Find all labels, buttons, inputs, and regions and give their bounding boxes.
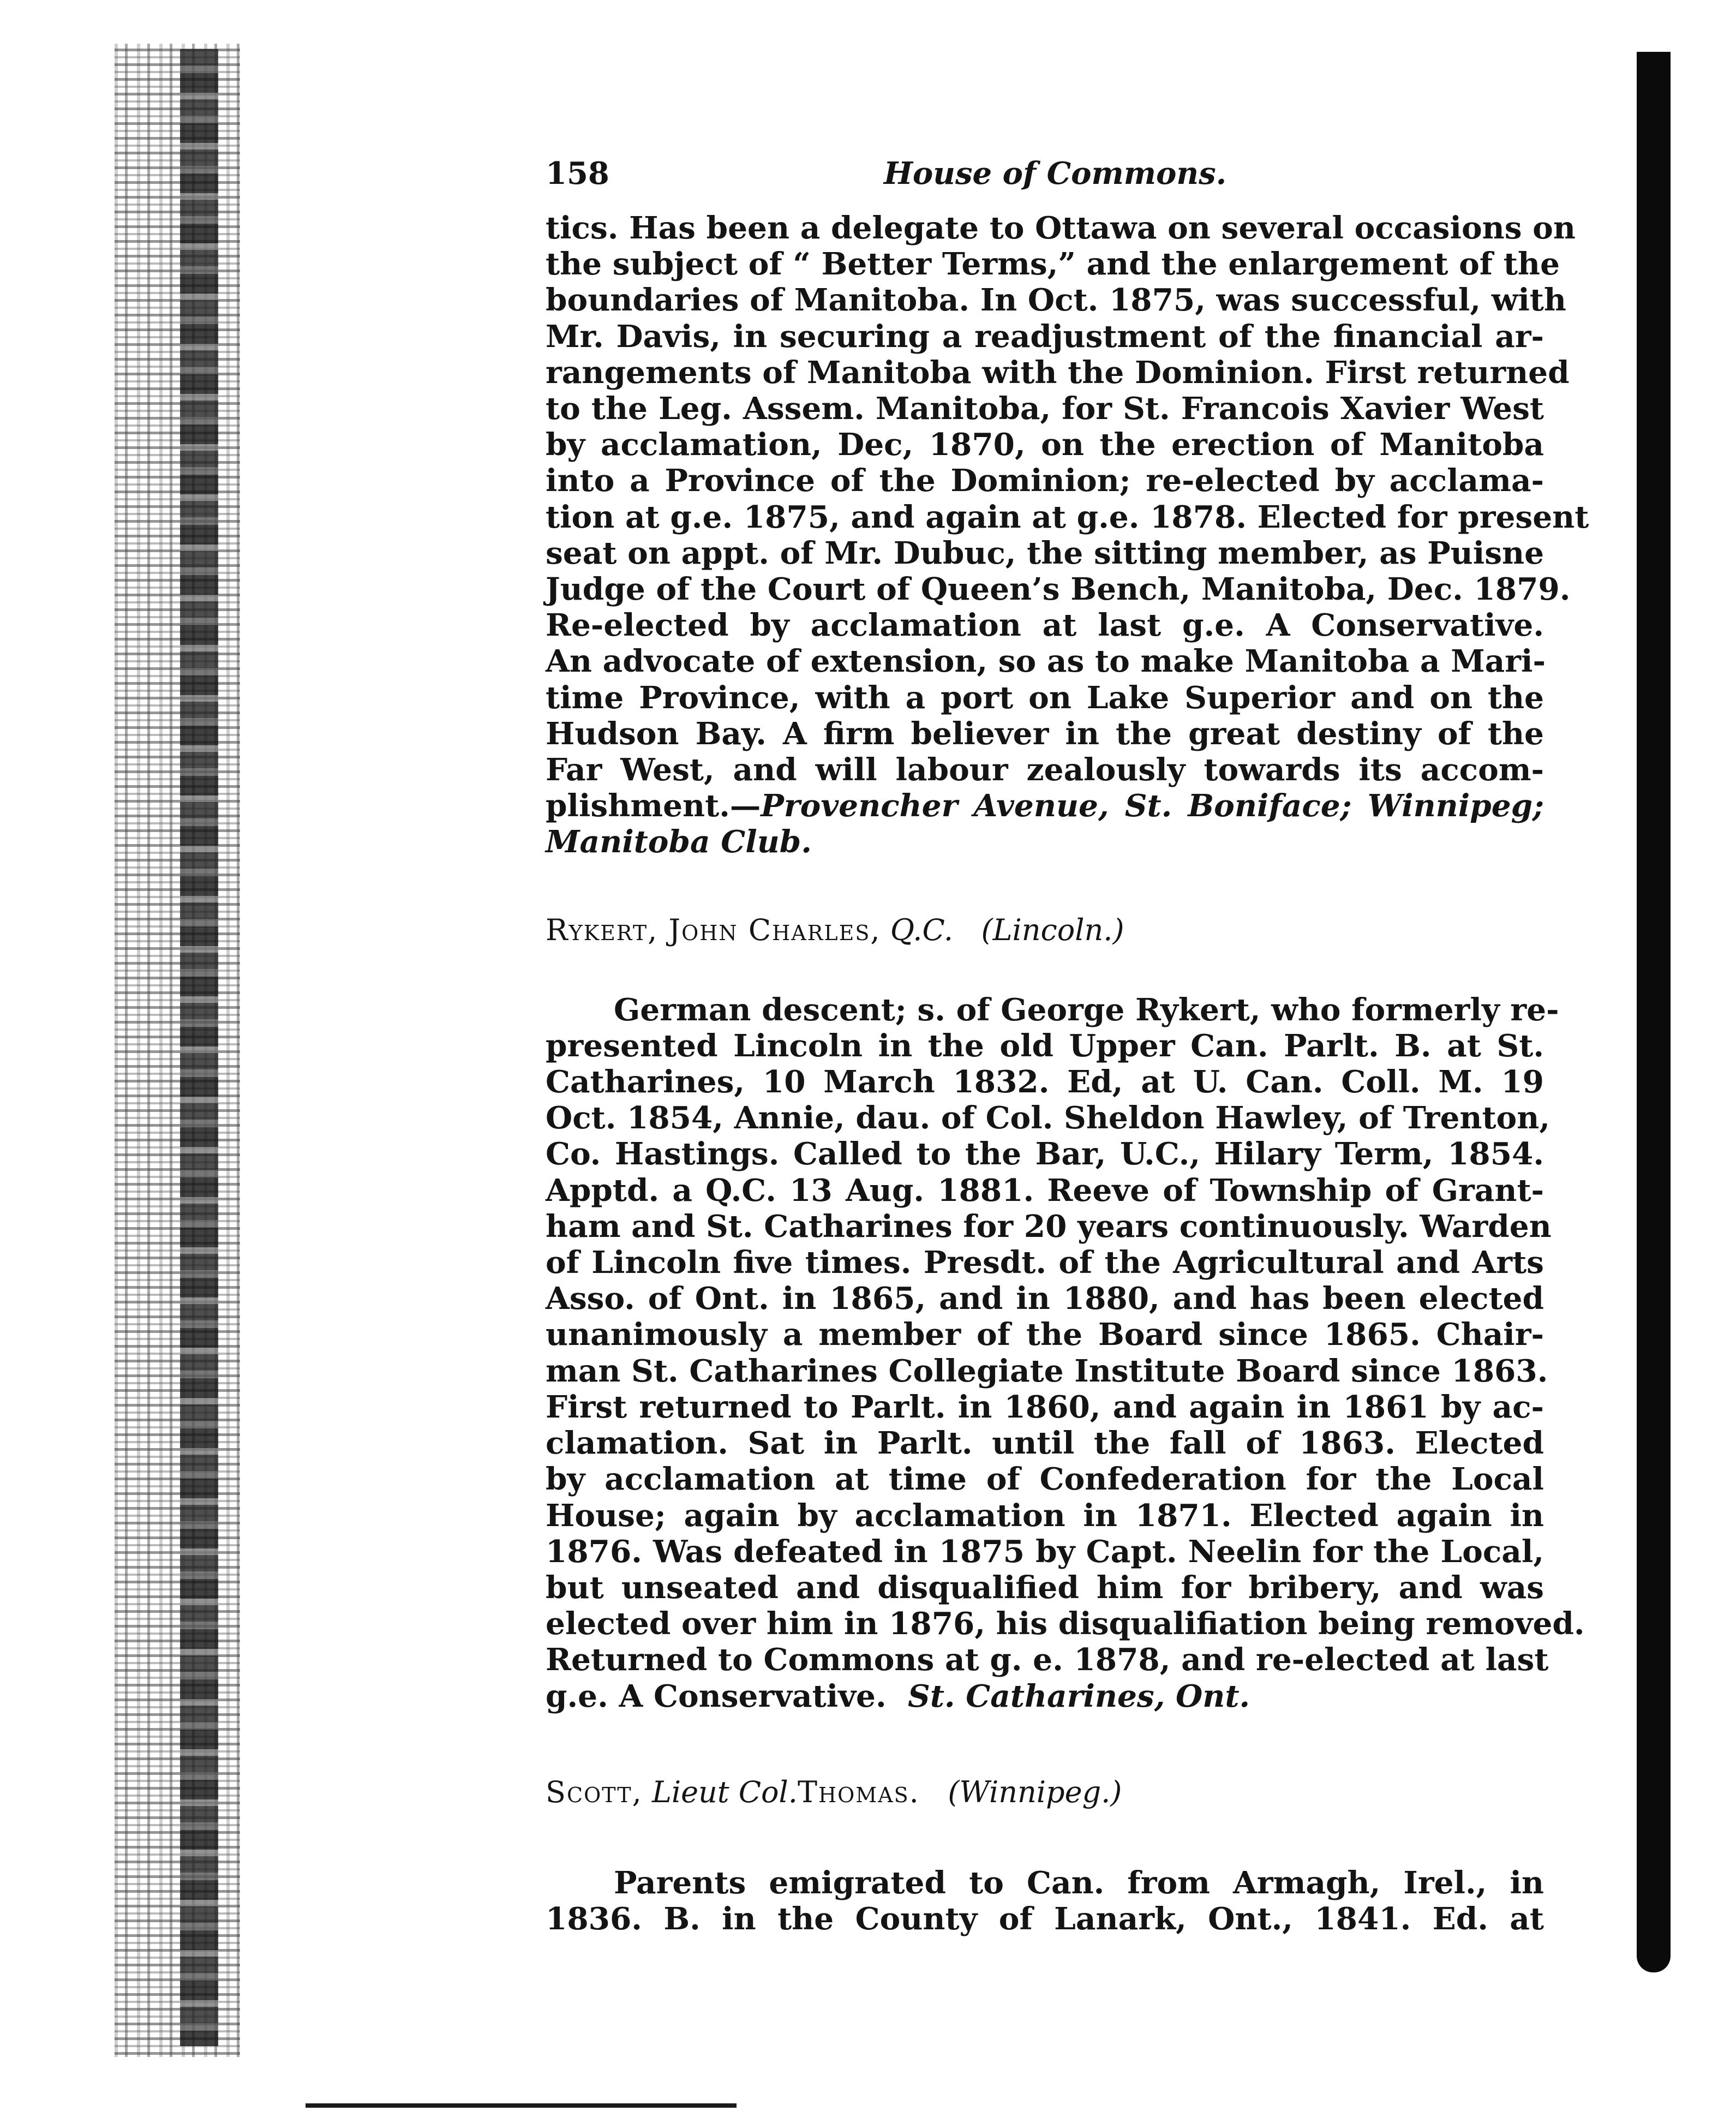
text-line: Oct. 1854, Annie, dau. of Col. Sheldon Hawley, of Trenton, xyxy=(546,1100,1550,1137)
text-line: House; again by acclamation in 1871. Elected again in xyxy=(546,1497,1544,1534)
text-line: Mr. Davis, in securing a readjustment of the financial ar- xyxy=(546,318,1544,355)
text-line: Asso. of Ont. in 1865, and in 1880, and has been elected xyxy=(546,1281,1544,1317)
member-given-name: Thomas. xyxy=(797,1774,920,1809)
text-line: 1836. B. in the County of Lanark, Ont., 1841. Ed. at xyxy=(546,1900,1544,1937)
text-line: seat on appt. of Mr. Dubuc, the sitting member, as Puisne xyxy=(546,535,1545,571)
text-line: Parents emigrated to Can. from Armagh, Irel., in xyxy=(614,1864,1544,1901)
address-italic-line: Manitoba Club. xyxy=(546,824,812,860)
text-line: unanimously a member of the Board since 1865. Chair- xyxy=(546,1317,1544,1353)
constituency: (Lincoln.) xyxy=(981,912,1124,947)
scan-right-margin-bar xyxy=(1637,52,1671,1972)
member-name: Rykert, John Charles, xyxy=(546,912,881,947)
text-line: to the Leg. Assem. Manitoba, for St. Francois Xavier West xyxy=(546,391,1544,427)
text-line: Re-elected by acclamation at last g.e. A Conservative. xyxy=(546,607,1544,644)
address-italic: St. Catharines, Ont. xyxy=(908,1678,1250,1714)
text-line: First returned to Parlt. in 1860, and again in 1861 by ac- xyxy=(546,1389,1544,1425)
text-line: rangements of Manitoba with the Dominion. First returned xyxy=(546,354,1570,391)
text-line: by acclamation at time of Confederation for the Local xyxy=(546,1461,1544,1498)
text-line: man St. Catharines Collegiate Institute Board since 1863. xyxy=(546,1353,1548,1389)
page-text-block xyxy=(546,156,1589,1937)
address-italic: Provencher Avenue, St. Boniface; Winnipeg; xyxy=(761,788,1544,824)
text-line: of Lincoln five times. Presdt. of the Agricultural and Arts xyxy=(546,1245,1544,1281)
text-fragment: g.e. A Conservative. xyxy=(546,1678,887,1714)
member-surname: Scott, xyxy=(546,1774,643,1809)
text-line: Far West, and will labour zealously towards its accom- xyxy=(546,752,1544,788)
entry-heading-rykert xyxy=(546,912,1544,948)
scan-bottom-rule xyxy=(306,2103,737,2108)
text-line: time Province, with a port on Lake Superior and on the xyxy=(546,679,1544,716)
text-line: Judge of the Court of Queen’s Bench, Manitoba, Dec. 1879. xyxy=(546,571,1571,608)
text-line: ham and St. Catharines for 20 years continuously. Warden xyxy=(546,1208,1552,1245)
scan-binding-shadow xyxy=(180,49,218,2046)
entry-heading-scott xyxy=(546,1774,1544,1810)
rykert-paragraph xyxy=(546,991,1585,1714)
text-line: clamation. Sat in Parlt. until the fall of 1863. Elected xyxy=(546,1425,1544,1462)
running-title: House of Commons. xyxy=(884,156,1227,192)
text-line: An advocate of extension, so as to make Manitoba a Mari- xyxy=(546,643,1546,680)
page-number: 158 xyxy=(546,156,609,192)
scott-paragraph xyxy=(546,1865,1544,1937)
text-line: presented Lincoln in the old Upper Can. Parlt. B. at St. xyxy=(546,1027,1544,1064)
member-title: Q.C. xyxy=(890,912,954,947)
text-line xyxy=(546,788,1544,824)
text-line: Co. Hastings. Called to the Bar, U.C., Hilary Term, 1854. xyxy=(546,1136,1544,1173)
text-line: by acclamation, Dec, 1870, on the erection of Manitoba xyxy=(546,427,1544,463)
member-rank: Lieut Col. xyxy=(651,1774,798,1809)
scan-binding-edge xyxy=(115,44,240,2057)
text-line: boundaries of Manitoba. In Oct. 1875, was successful, with xyxy=(546,282,1566,319)
text-line: Catharines, 10 March 1832. Ed, at U. Can. Coll. M. 19 xyxy=(546,1064,1544,1101)
continued-entry-paragraph xyxy=(546,210,1589,860)
text-line: 1876. Was defeated in 1875 by Capt. Neelin for the Local, xyxy=(546,1533,1544,1570)
running-head xyxy=(546,156,1544,210)
text-fragment: plishment.— xyxy=(546,788,761,824)
constituency: (Winnipeg.) xyxy=(948,1774,1122,1809)
text-line: the subject of “ Better Terms,” and the enlargement of the xyxy=(546,246,1560,283)
text-line: tion at g.e. 1875, and again at g.e. 1878. Elected for present xyxy=(546,499,1589,535)
text-line: but unseated and disqualified him for bribery, and was xyxy=(546,1569,1544,1606)
text-line: Returned to Commons at g. e. 1878, and re-elected at last xyxy=(546,1642,1549,1678)
text-line: Apptd. a Q.C. 13 Aug. 1881. Reeve of Township of Grant- xyxy=(546,1172,1544,1209)
text-line: into a Province of the Dominion; re-elected by acclama- xyxy=(546,463,1544,499)
text-line: elected over him in 1876, his disqualifiation being removed. xyxy=(546,1606,1585,1642)
text-line xyxy=(546,1678,1544,1714)
text-line: Hudson Bay. A firm believer in the great destiny of the xyxy=(546,715,1544,752)
text-line: German descent; s. of George Rykert, who formerly re- xyxy=(614,991,1559,1028)
text-line: tics. Has been a delegate to Ottawa on several occasions on xyxy=(546,210,1576,246)
